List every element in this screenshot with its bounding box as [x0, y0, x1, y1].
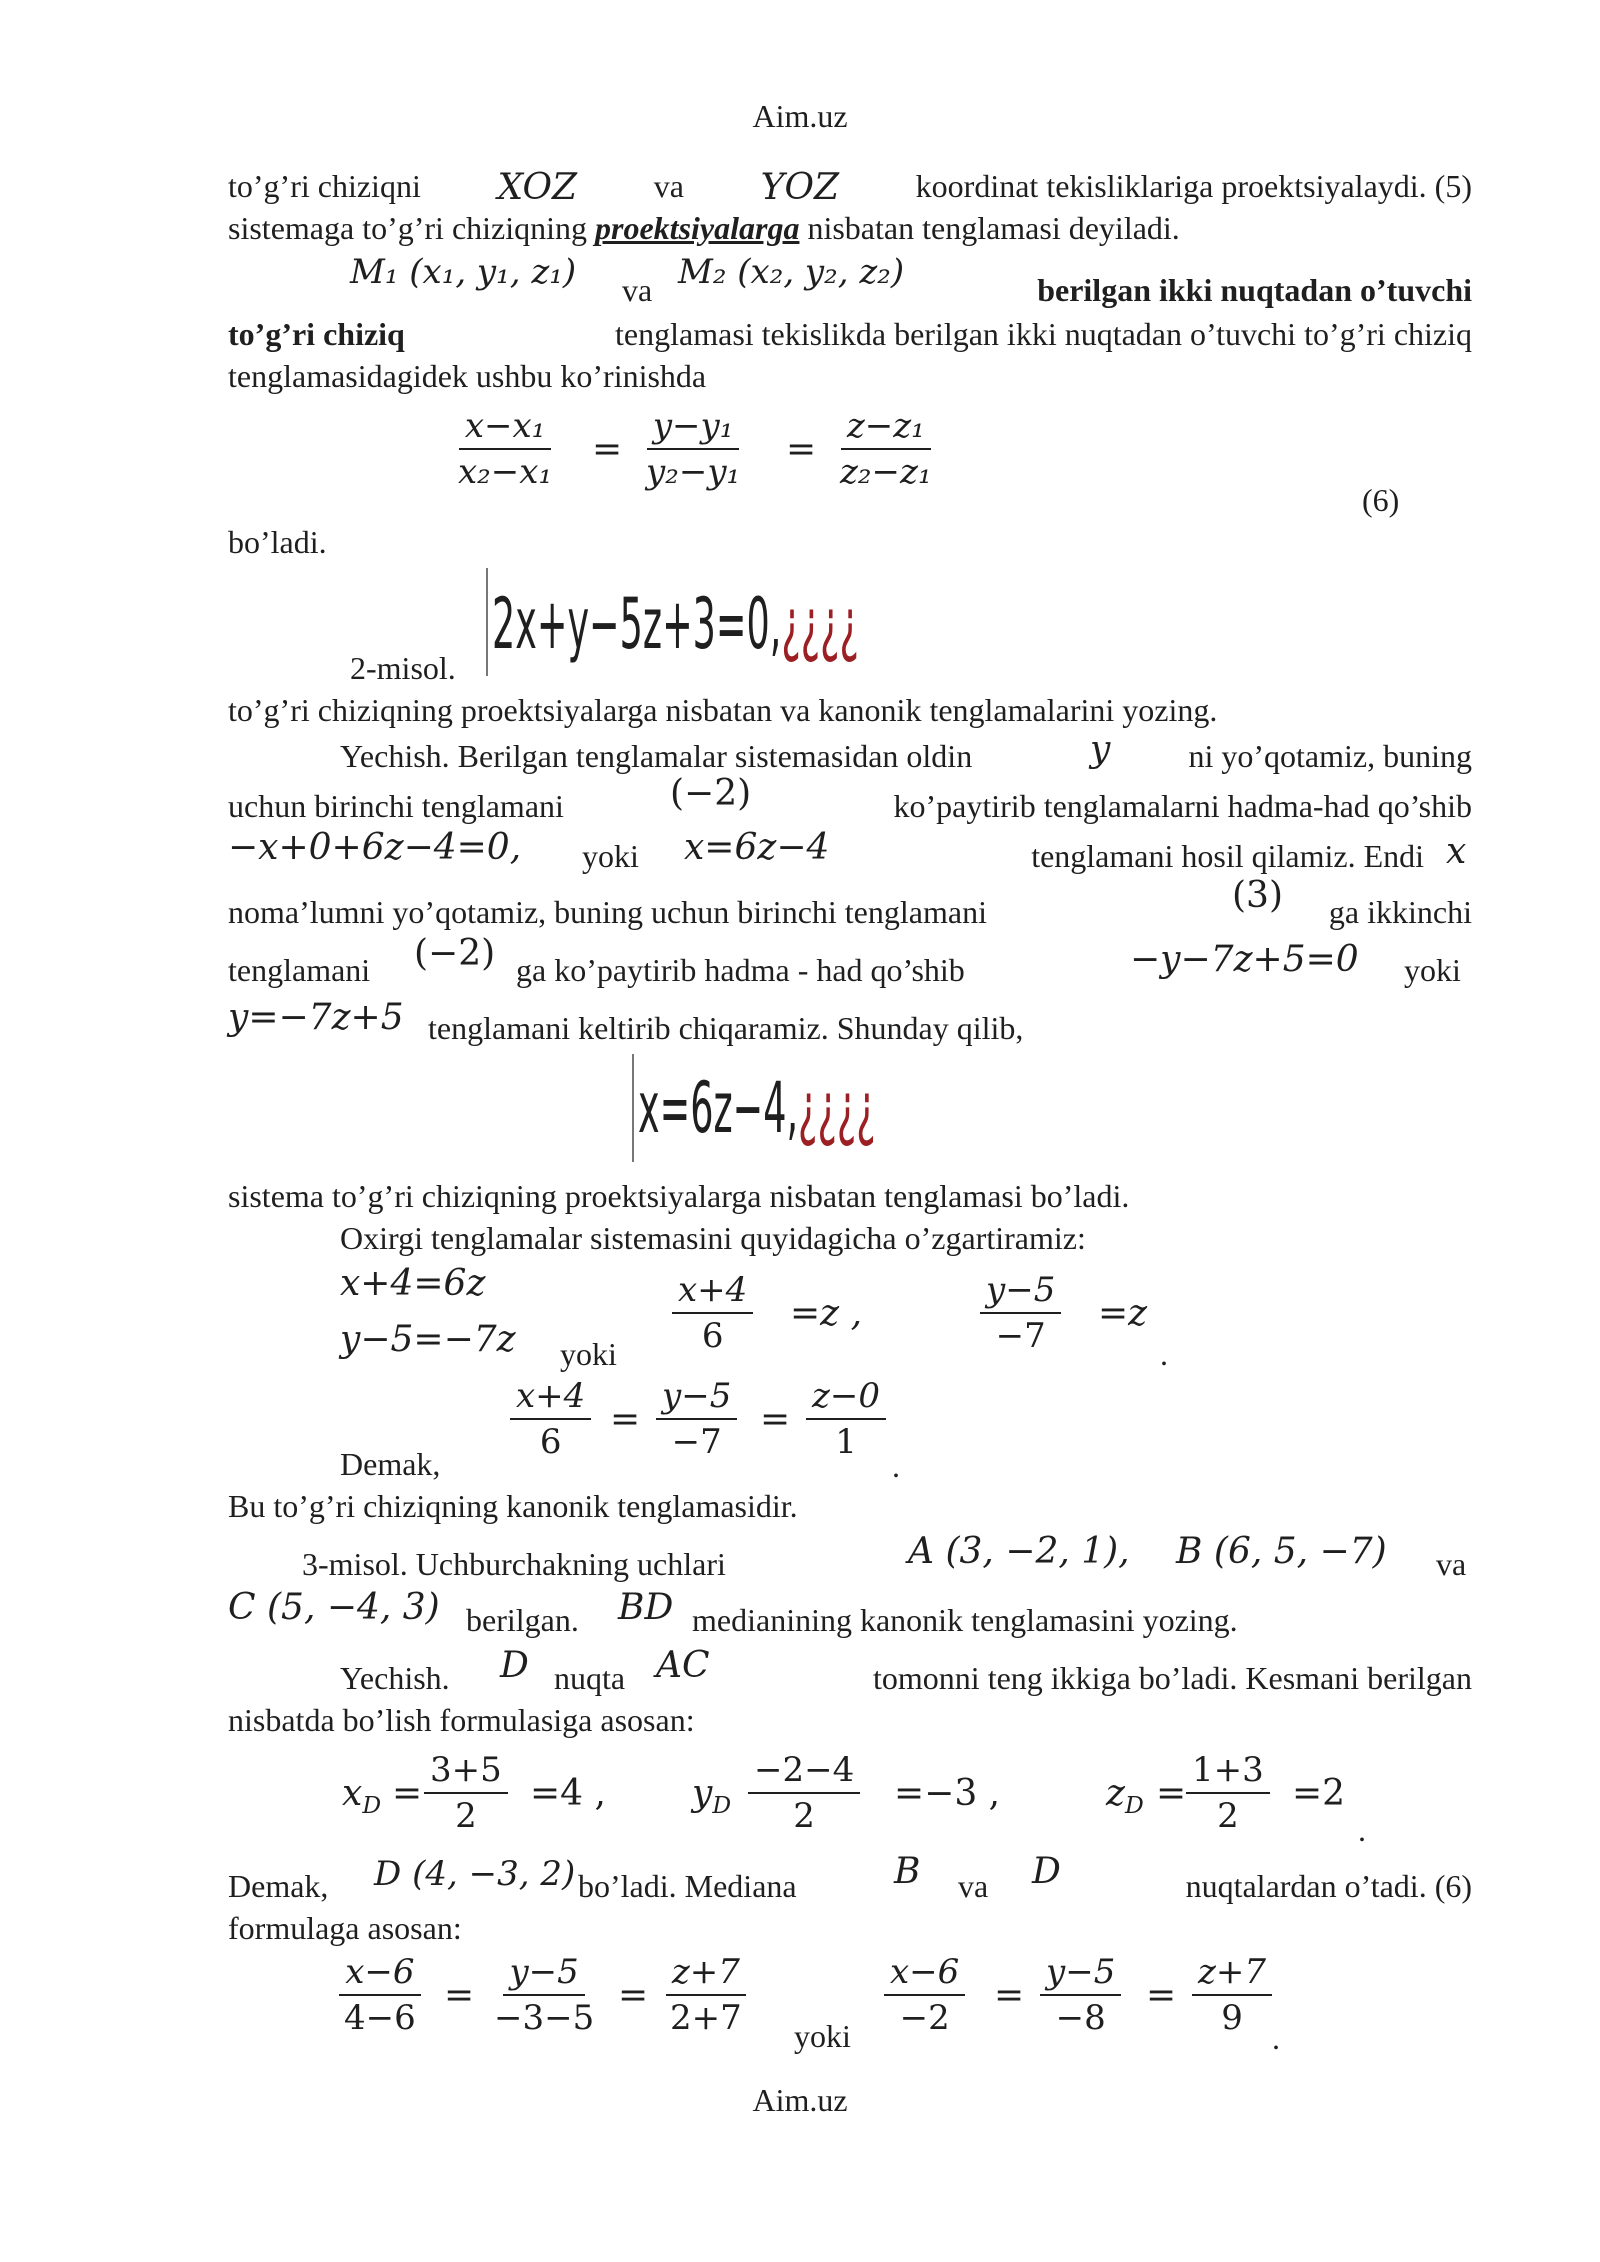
equation-system-image — [638, 1068, 876, 1148]
text: to’g’ri chiziqning proektsiyalarga nisbatan va kanonik tenglamalarini yozing. — [228, 692, 1218, 728]
fraction — [452, 404, 558, 494]
text: nisbatda bo’lish formulasiga asosan: — [228, 1702, 695, 1738]
text: bo’ladi. Mediana — [578, 1868, 797, 1904]
period: . — [892, 1448, 900, 1484]
math-rhs: =z — [1098, 1293, 1148, 1334]
denominator: −8 — [1055, 1998, 1106, 2038]
text: va — [1436, 1546, 1467, 1582]
math-equation: x=6z−4 — [684, 827, 830, 868]
text: Yechish. — [340, 1660, 450, 1696]
math-point-a: A (3, −2, 1), — [908, 1531, 1130, 1572]
denominator: y₂−y₁ — [646, 452, 741, 492]
equals: = — [1156, 1773, 1187, 1814]
denominator: 2 — [793, 1796, 815, 1836]
denominator: 2 — [1217, 1796, 1239, 1836]
math-y: y — [1090, 729, 1111, 770]
fraction — [1040, 1950, 1121, 2040]
denominator: z₂−z₁ — [840, 452, 932, 492]
text: ga ikkinchi — [1328, 894, 1472, 930]
fraction — [748, 1748, 860, 1838]
text: sistema to’g’ri chiziqning proektsiyalarga nisbatan tenglamasi bo’ladi. — [228, 1178, 1130, 1214]
fraction — [806, 1374, 886, 1464]
text: uchun birinchi tenglamani — [228, 788, 564, 824]
math-bd: BD — [618, 1587, 674, 1628]
text: tomonni teng ikkiga bo’ladi. Kesmani berilgan — [873, 1660, 1472, 1696]
denominator: −7 — [995, 1316, 1046, 1356]
equals: = — [786, 429, 817, 470]
math-factor: (−2) — [414, 933, 496, 974]
text: noma’lumni yo’qotamiz, buning uchun birinchi tenglamani — [228, 894, 987, 930]
text: ga ko’paytirib hadma - had qo’shib — [516, 952, 965, 988]
paragraph-line — [228, 314, 1472, 354]
math-point-m2: M₂ (x₂, y₂, z₂) — [678, 252, 905, 292]
math-ac: AC — [656, 1645, 710, 1686]
text: medianining kanonik tenglamasini yozing. — [692, 1602, 1238, 1638]
equation-system-image — [492, 584, 859, 664]
system-brace — [486, 568, 488, 676]
text: tenglamani keltirib chiqaramiz. Shunday qilib, — [428, 1010, 1024, 1046]
equation: 2x+y−5z+3=0, — [492, 583, 782, 665]
subscript: D — [1124, 1791, 1144, 1820]
fraction — [980, 1268, 1061, 1358]
fraction — [424, 1748, 508, 1838]
text: Yechish. Berilgan tenglamalar sistemasidan oldin — [340, 738, 973, 774]
numerator: x+4 — [510, 1374, 591, 1420]
fraction — [488, 1950, 600, 2040]
math-rhs: =4 , — [530, 1773, 606, 1814]
fraction — [510, 1374, 591, 1464]
equals: = — [760, 1399, 791, 1440]
text: 3-misol. Uchburchakning uchlari — [302, 1546, 726, 1582]
variable: x — [342, 1773, 363, 1814]
math-x: x — [1446, 831, 1467, 872]
text: tenglamani hosil qilamiz. Endi — [1031, 838, 1424, 874]
numerator: z+7 — [1192, 1950, 1272, 1996]
math-b: B — [894, 1851, 921, 1892]
denominator: 2 — [455, 1796, 477, 1836]
example-label: 2-misol. — [350, 650, 456, 686]
numerator: y−5 — [503, 1950, 584, 1996]
text: ni yo’qotamiz, buning — [1188, 738, 1472, 774]
math-d: D — [1032, 1851, 1061, 1892]
equation: x=6z−4, — [638, 1067, 799, 1149]
text: yoki — [582, 838, 639, 874]
denominator: 1 — [835, 1422, 857, 1462]
text: berilgan. — [466, 1602, 579, 1638]
numerator: z−z₁ — [841, 404, 931, 450]
equals: = — [618, 1975, 649, 2016]
text: nisbatan tenglamasi deyiladi. — [807, 210, 1180, 246]
numerator: z−0 — [806, 1374, 886, 1420]
math-point-c: C (5, −4, 3) — [228, 1587, 440, 1628]
denominator: 6 — [701, 1316, 724, 1356]
period: . — [1358, 1812, 1366, 1848]
bold-text: to’g’ri chiziq — [228, 316, 405, 352]
text: Demak, — [228, 1868, 329, 1904]
paragraph-line — [228, 166, 1472, 210]
numerator: z+7 — [666, 1950, 746, 1996]
denominator: 2+7 — [670, 1998, 742, 2038]
system-brace — [632, 1054, 634, 1162]
numerator: 1+3 — [1186, 1748, 1270, 1794]
denominator: 6 — [539, 1422, 562, 1462]
page-footer: Aim.uz — [752, 2082, 848, 2118]
math-equation: x+4=6z — [340, 1263, 486, 1304]
denominator: −2 — [899, 1998, 950, 2038]
math-rhs: =2 — [1292, 1773, 1346, 1814]
denominator: 4−6 — [344, 1998, 416, 2038]
text: koordinat tekisliklariga proektsiyalaydi. (5) — [915, 168, 1472, 204]
text: tenglamasidagidek ushbu ko’rinishda — [228, 358, 707, 394]
text: ko’paytirib tenglamalarni hadma-had qo’shib — [893, 788, 1472, 824]
text: tenglamasi tekislikda berilgan ikki nuqtadan o’tuvchi to’g’ri chiziq — [615, 316, 1472, 352]
math-point-m1: M₁ (x₁, y₁, z₁) — [350, 252, 577, 292]
denominator: 9 — [1221, 1998, 1243, 2038]
text: Demak, — [340, 1446, 441, 1482]
text: nuqtalardan o’tadi. (6) — [1185, 1868, 1472, 1904]
fraction — [1192, 1950, 1272, 2040]
period: . — [1160, 1336, 1168, 1372]
equals: = — [392, 1773, 423, 1814]
math-factor: (−2) — [670, 773, 752, 814]
garbled-glyphs: ¿¿¿¿ — [781, 583, 859, 665]
fraction — [884, 1950, 965, 2040]
text: yoki — [1404, 952, 1461, 988]
numerator: y−5 — [1040, 1950, 1121, 1996]
paragraph-line — [228, 208, 1180, 248]
math-d: D — [500, 1645, 529, 1686]
bold-text: berilgan ikki nuqtadan o’tuvchi — [1037, 272, 1472, 308]
numerator: −2−4 — [748, 1748, 860, 1794]
denominator: x₂−x₁ — [458, 452, 553, 492]
math-point-b: B (6, 5, −7) — [1176, 1531, 1387, 1572]
period: . — [1272, 2020, 1280, 2056]
math-rhs: =−3 , — [894, 1773, 1001, 1814]
text: sistemaga to’g’ri chiziqning — [228, 210, 588, 246]
math-equation: y−5=−7z — [340, 1319, 516, 1360]
numerator: 3+5 — [424, 1748, 508, 1794]
fraction — [834, 404, 938, 494]
math-point-d: D (4, −3, 2) — [374, 1854, 576, 1894]
numerator: x−6 — [884, 1950, 965, 1996]
equals: = — [592, 429, 623, 470]
math-xoz: XOZ — [497, 167, 578, 208]
fraction — [656, 1374, 737, 1464]
subscript: D — [712, 1791, 732, 1820]
math-rhs: =z , — [790, 1293, 863, 1334]
fraction — [664, 1950, 748, 2040]
variable: z — [1106, 1773, 1125, 1814]
numerator: y−5 — [656, 1374, 737, 1420]
math-xd — [342, 1772, 381, 1827]
text: tenglamani — [228, 952, 371, 988]
equals: = — [1146, 1975, 1177, 2016]
subscript: D — [362, 1791, 382, 1820]
numerator: x−x₁ — [459, 404, 551, 450]
math-equation: −x+0+6z−4=0, — [228, 827, 522, 868]
equals: = — [444, 1975, 475, 2016]
underlined-term: proektsiyalarga — [595, 210, 800, 246]
fraction — [338, 1950, 422, 2040]
text: formulaga asosan: — [228, 1910, 462, 1946]
denominator: −3−5 — [494, 1998, 595, 2038]
text: va — [653, 168, 684, 204]
math-factor: (3) — [1232, 875, 1283, 916]
text: yoki — [560, 1336, 617, 1372]
fraction — [1186, 1748, 1270, 1838]
text: nuqta — [554, 1660, 626, 1696]
numerator: x−6 — [339, 1950, 420, 1996]
text: va — [958, 1868, 989, 1904]
numerator: x+4 — [672, 1268, 753, 1314]
math-yd — [692, 1772, 731, 1827]
text: yoki — [794, 2018, 851, 2054]
math-yoz: YOZ — [760, 167, 839, 208]
variable: y — [692, 1773, 713, 1814]
fraction — [640, 404, 746, 494]
text: Oxirgi tenglamalar sistemasini quyidagicha o’zgartiramiz: — [340, 1220, 1086, 1256]
text: va — [622, 272, 653, 308]
math-zd — [1106, 1772, 1144, 1827]
math-equation: y=−7z+5 — [228, 997, 404, 1038]
numerator: y−y₁ — [647, 404, 740, 450]
equals: = — [610, 1399, 641, 1440]
garbled-glyphs: ¿¿¿¿ — [798, 1067, 876, 1149]
page-header: Aim.uz — [752, 98, 848, 134]
text: to’g’ri chiziqni — [228, 168, 421, 204]
text: bo’ladi. — [228, 524, 327, 560]
fraction — [672, 1268, 753, 1358]
math-equation: −y−7z+5=0 — [1130, 939, 1359, 980]
denominator: −7 — [671, 1422, 722, 1462]
equation-number: (6) — [1362, 482, 1400, 518]
numerator: y−5 — [980, 1268, 1061, 1314]
equals: = — [994, 1975, 1025, 2016]
text: Bu to’g’ri chiziqning kanonik tenglamasidir. — [228, 1488, 798, 1524]
